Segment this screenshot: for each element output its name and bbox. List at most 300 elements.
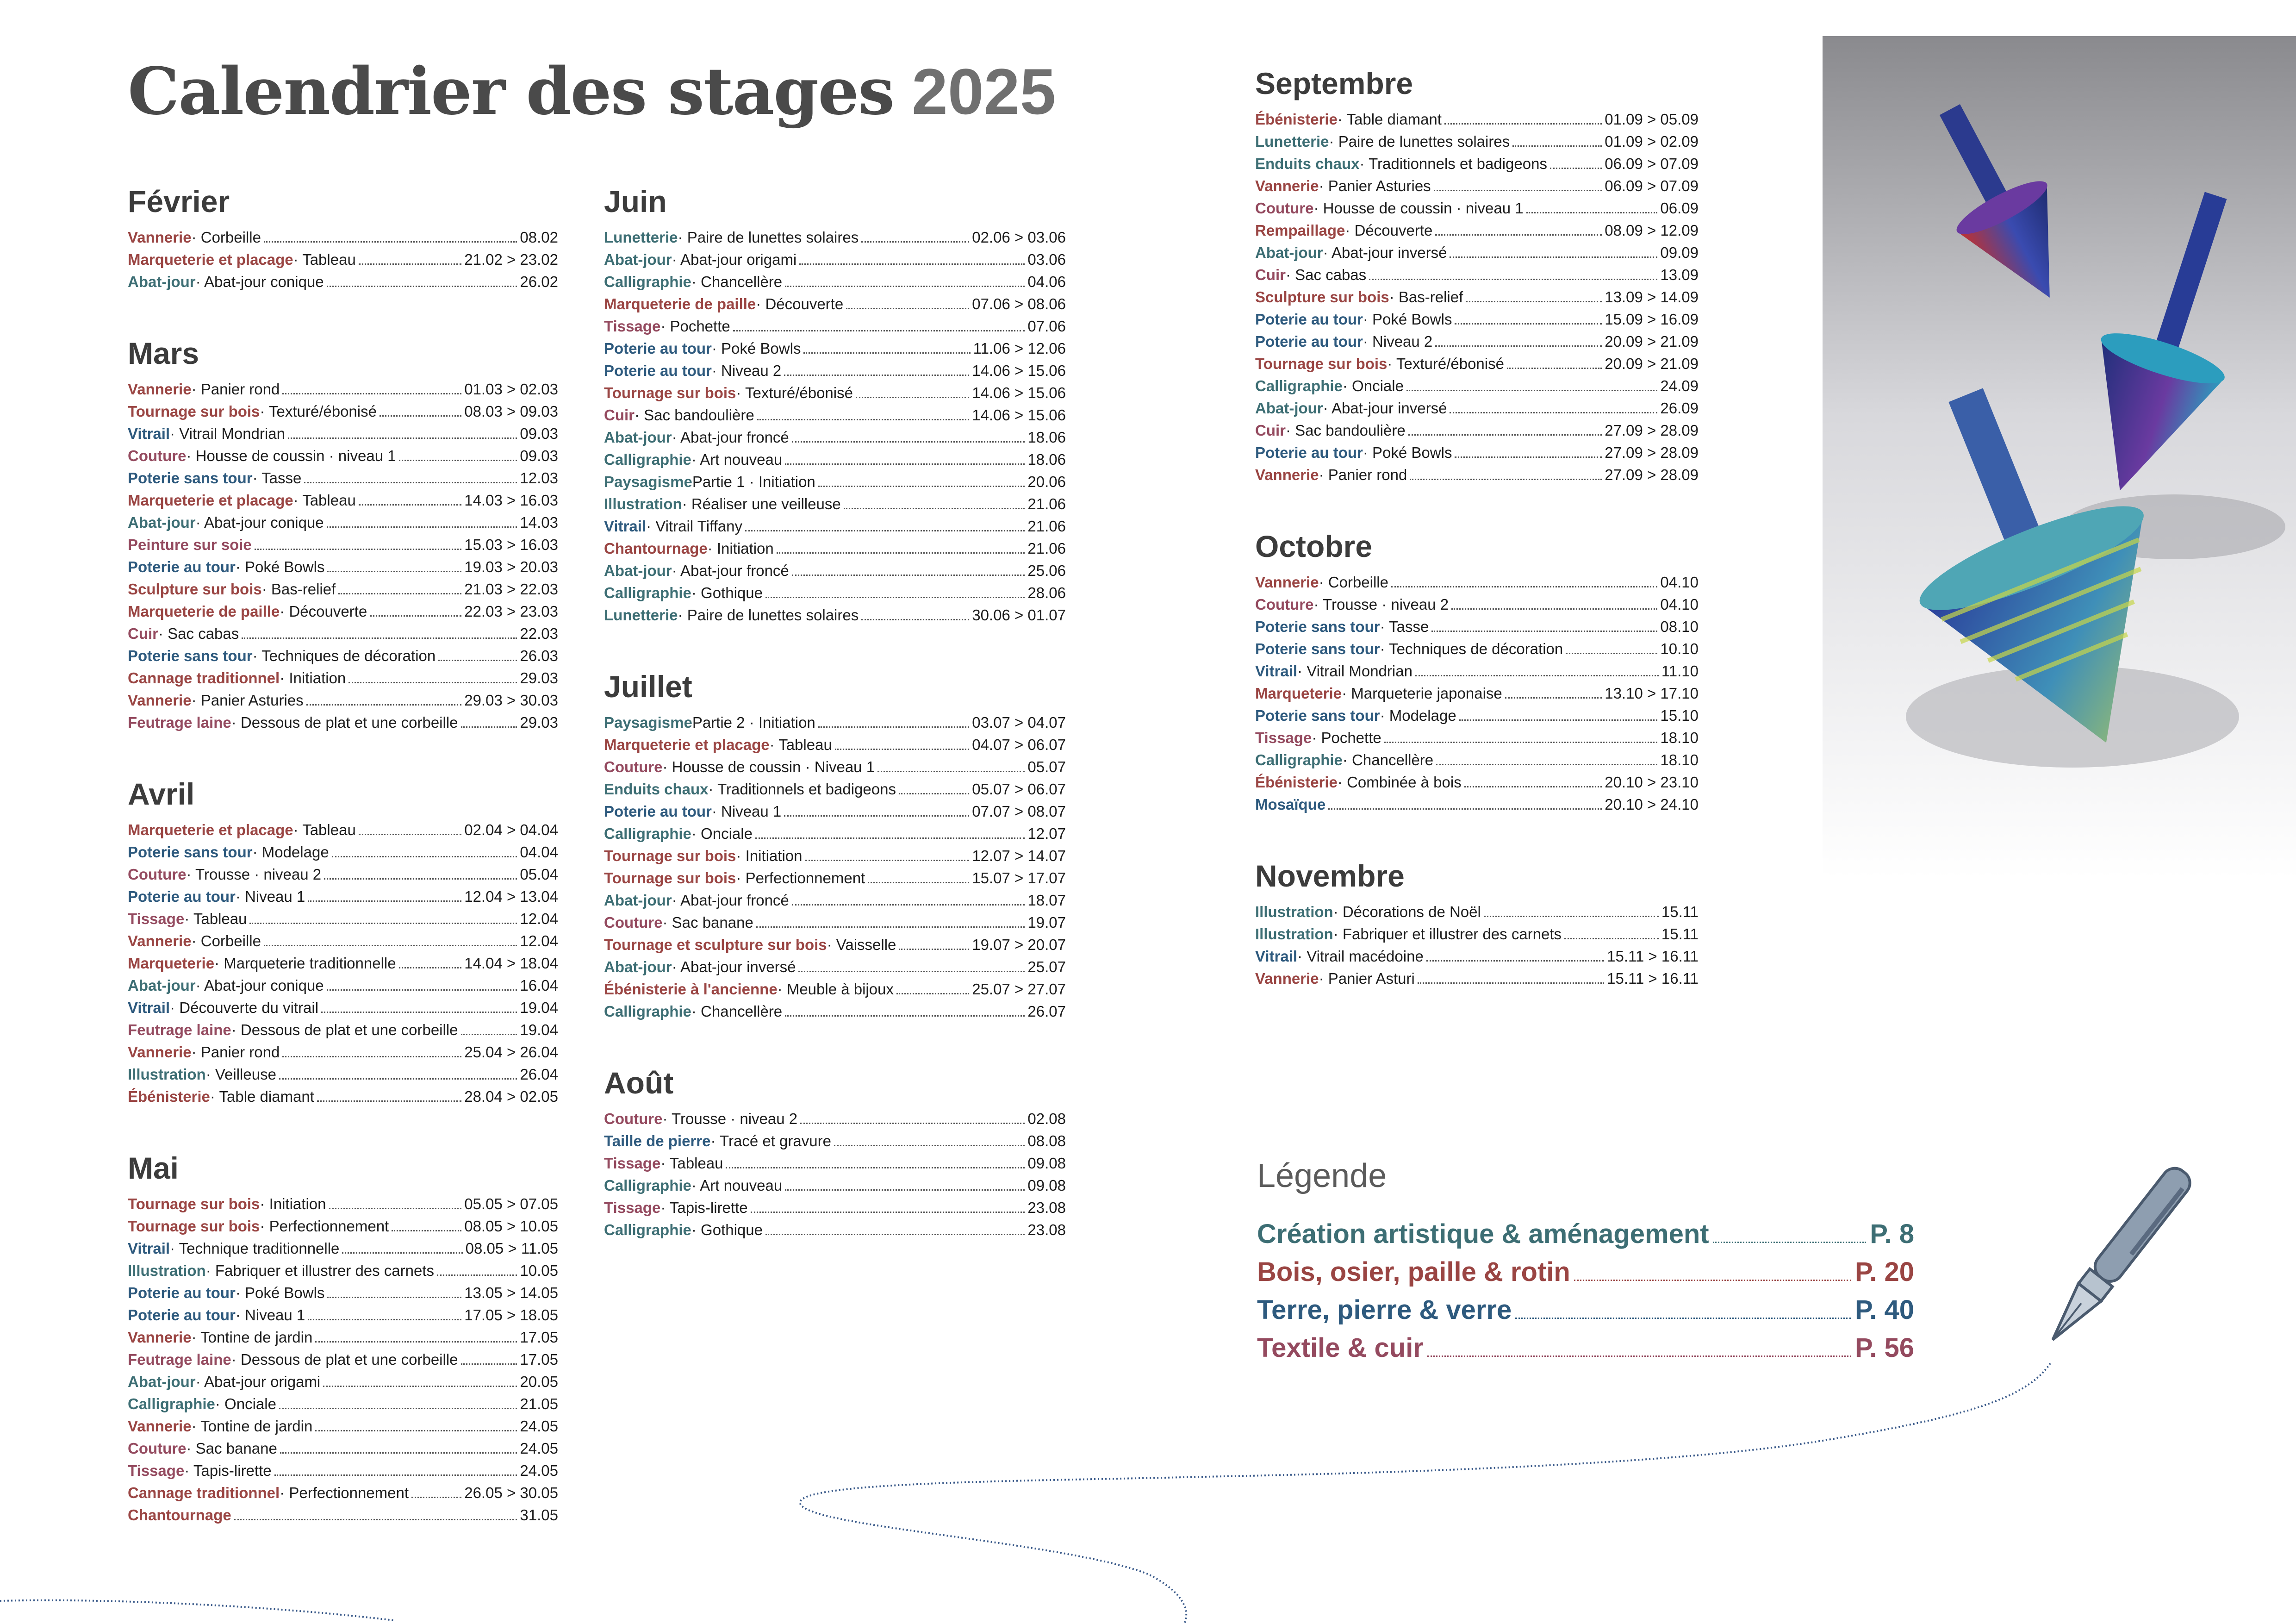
- workshop-category: Vannerie: [1255, 466, 1319, 483]
- workshop-row[interactable]: [604, 800, 1066, 823]
- legend-item[interactable]: [1257, 1329, 1914, 1367]
- dot-leader: [1574, 1280, 1851, 1281]
- workshop-row[interactable]: [128, 1260, 558, 1282]
- workshop-date: 25.07: [1027, 958, 1066, 975]
- workshop-category: Poterie sans tour: [1255, 707, 1380, 724]
- workshop-date: 15.11 > 16.11: [1607, 970, 1699, 987]
- dot-leader: [329, 1208, 462, 1209]
- workshop-row[interactable]: [1255, 308, 1699, 331]
- workshop-category: Poterie au tour: [128, 1306, 236, 1324]
- workshop-row[interactable]: [128, 1237, 558, 1260]
- workshop-date: 26.02: [520, 273, 558, 290]
- workshop-category: Couture: [128, 447, 187, 464]
- workshop-date: 23.08: [1027, 1221, 1066, 1238]
- workshop-description: · Dessous de plat et une corbeille: [231, 1351, 458, 1368]
- workshop-row[interactable]: [128, 556, 558, 578]
- workshop-row[interactable]: [128, 1437, 558, 1460]
- workshop-row[interactable]: [128, 667, 558, 689]
- workshop-date: 19.03 > 20.03: [464, 558, 558, 575]
- dot-leader: [264, 945, 517, 946]
- workshop-row[interactable]: [1255, 705, 1699, 727]
- workshop-row[interactable]: [604, 823, 1066, 845]
- workshop-row[interactable]: [1255, 901, 1699, 923]
- workshop-description: · Onciale: [1342, 377, 1404, 394]
- workshop-row[interactable]: [604, 315, 1066, 337]
- dot-leader: [1408, 434, 1602, 436]
- workshop-category: Lunetterie: [1255, 133, 1329, 150]
- dot-leader: [1391, 586, 1657, 587]
- workshop-category: Abat-jour: [604, 251, 672, 268]
- workshop-description: · Corbeille: [191, 932, 261, 949]
- workshop-row[interactable]: [604, 404, 1066, 426]
- workshop-row[interactable]: [128, 578, 558, 600]
- workshop-category: Cuir: [604, 406, 635, 424]
- workshop-description: · Tableau: [293, 251, 356, 268]
- workshop-date: 04.04: [520, 843, 558, 861]
- workshop-date: 15.11: [1661, 925, 1699, 943]
- workshop-description: · Abat-jour froncé: [672, 429, 789, 446]
- workshop-description: · Technique traditionnelle: [170, 1240, 340, 1257]
- workshop-row[interactable]: [128, 974, 558, 997]
- workshop-date: 08.03 > 09.03: [464, 403, 558, 420]
- workshop-row[interactable]: [604, 934, 1066, 956]
- workshop-date: 24.05: [520, 1462, 558, 1479]
- workshop-row[interactable]: [128, 1482, 558, 1504]
- workshop-row[interactable]: [604, 1219, 1066, 1241]
- workshop-row[interactable]: [1255, 219, 1699, 242]
- workshop-category: Lunetterie: [604, 606, 678, 624]
- legend-item[interactable]: [1257, 1215, 1914, 1253]
- workshop-category: Vannerie: [128, 381, 192, 398]
- workshop-row[interactable]: [604, 360, 1066, 382]
- workshop-row[interactable]: [1255, 968, 1699, 990]
- workshop-date: 25.04 > 26.04: [464, 1043, 558, 1061]
- workshop-row[interactable]: [1255, 771, 1699, 793]
- workshop-description: · Bas-relief: [1389, 288, 1463, 306]
- workshop-row[interactable]: [128, 863, 558, 886]
- workshop-category: Tournage sur bois: [128, 1218, 260, 1235]
- workshop-date: 15.09 > 16.09: [1605, 311, 1699, 328]
- workshop-description: · Panier rond: [191, 1043, 280, 1061]
- workshop-category: Marqueterie de paille: [128, 603, 280, 620]
- dot-leader: [861, 241, 969, 243]
- workshop-category: Poterie au tour: [128, 888, 236, 905]
- workshop-description: · Vitrail macédoine: [1297, 948, 1424, 965]
- workshop-category: Peinture sur soie: [128, 536, 252, 553]
- dot-leader: [856, 397, 969, 398]
- workshop-row[interactable]: [604, 560, 1066, 582]
- calendar-column-3: [1255, 65, 1699, 1031]
- workshop-description: · Sac banane: [186, 1440, 277, 1457]
- workshop-row[interactable]: [604, 889, 1066, 912]
- workshop-date: 26.03: [520, 647, 558, 664]
- workshop-category: Calligraphie: [1255, 377, 1343, 394]
- workshop-description: · Tapis-lirette: [660, 1199, 748, 1216]
- dot-leader: [733, 330, 1025, 331]
- workshop-description: · Panier rond: [1319, 466, 1407, 483]
- workshop-row[interactable]: [604, 845, 1066, 867]
- workshop-row[interactable]: [128, 841, 558, 863]
- workshop-description: · Sac banane: [662, 914, 753, 931]
- workshop-description: · Découverte: [280, 603, 367, 620]
- dot-leader: [1464, 786, 1602, 787]
- workshop-row[interactable]: [604, 515, 1066, 537]
- workshop-row[interactable]: [604, 604, 1066, 626]
- dot-leader: [282, 393, 461, 394]
- workshop-row[interactable]: [1255, 464, 1699, 486]
- dot-leader: [1512, 145, 1602, 147]
- workshop-row[interactable]: [1255, 660, 1699, 682]
- workshop-description: · Tableau: [293, 821, 356, 838]
- dot-leader: [279, 1408, 517, 1409]
- workshop-row[interactable]: [128, 249, 558, 271]
- workshop-row[interactable]: [604, 1197, 1066, 1219]
- workshop-date: 04.10: [1660, 574, 1699, 591]
- spinning-tops-photo: [1823, 36, 2296, 879]
- dot-leader: [792, 904, 1025, 906]
- workshop-row[interactable]: [128, 400, 558, 423]
- workshop-category: Vannerie: [1255, 574, 1319, 591]
- dot-leader: [1515, 1318, 1851, 1319]
- workshop-row[interactable]: [1255, 197, 1699, 219]
- workshop-category: Poterie sans tour: [128, 469, 253, 487]
- dot-leader: [1406, 390, 1657, 391]
- legend-label: Terre, pierre & verre: [1257, 1295, 1512, 1325]
- workshop-row[interactable]: [604, 778, 1066, 800]
- workshop-row[interactable]: [604, 756, 1066, 778]
- workshop-category: Calligraphie: [604, 1003, 691, 1020]
- workshop-row[interactable]: [1255, 616, 1699, 638]
- workshop-category: Tournage sur bois: [604, 847, 736, 864]
- workshop-row[interactable]: [604, 382, 1066, 404]
- workshop-row[interactable]: [604, 426, 1066, 449]
- workshop-row[interactable]: [128, 952, 558, 974]
- workshop-date: 19.07 > 20.07: [972, 936, 1066, 953]
- workshop-row[interactable]: [128, 1460, 558, 1482]
- workshop-row[interactable]: [128, 908, 558, 930]
- workshop-date: 11.06 > 12.06: [973, 340, 1066, 357]
- workshop-row[interactable]: [604, 293, 1066, 315]
- workshop-row[interactable]: [604, 537, 1066, 560]
- workshop-row[interactable]: [604, 956, 1066, 978]
- dot-leader: [342, 1252, 462, 1254]
- dot-leader: [846, 308, 969, 309]
- workshop-description: · Poké Bowls: [711, 340, 801, 357]
- dot-leader: [803, 352, 970, 354]
- dot-leader: [745, 530, 1025, 531]
- workshop-row[interactable]: [1255, 108, 1699, 131]
- workshop-row[interactable]: [128, 1371, 558, 1393]
- workshop-description: · Abat-jour conique: [195, 273, 324, 290]
- workshop-category: Tissage: [128, 910, 185, 927]
- dot-leader: [1566, 653, 1657, 654]
- dot-leader: [308, 1319, 461, 1320]
- workshop-row[interactable]: [128, 1326, 558, 1349]
- workshop-row[interactable]: [604, 978, 1066, 1000]
- workshop-category: Paysagisme: [604, 473, 692, 490]
- workshop-date: 12.03: [520, 469, 558, 487]
- workshop-row[interactable]: [1255, 175, 1699, 197]
- workshop-date: 16.04: [520, 977, 558, 994]
- workshop-date: 29.03: [520, 669, 558, 687]
- workshop-row[interactable]: [128, 1063, 558, 1086]
- workshop-row[interactable]: [128, 378, 558, 400]
- workshop-description: · Trousse · niveau 2: [1313, 596, 1449, 613]
- dot-leader: [861, 619, 969, 620]
- dot-leader: [1434, 190, 1602, 191]
- workshop-description: · Abat-jour conique: [195, 977, 324, 994]
- workshop-row[interactable]: [1255, 727, 1699, 749]
- workshop-description: · Table diamant: [1337, 111, 1442, 128]
- workshop-row[interactable]: [1255, 153, 1699, 175]
- workshop-category: Marqueterie et placage: [128, 492, 293, 509]
- workshop-row[interactable]: [604, 712, 1066, 734]
- dot-leader: [765, 597, 1025, 598]
- workshop-row[interactable]: [128, 1393, 558, 1415]
- workshop-row[interactable]: [1255, 682, 1699, 705]
- workshop-category: Couture: [128, 866, 187, 883]
- workshop-category: Abat-jour: [128, 514, 196, 531]
- workshop-description: · Sac cabas: [158, 625, 239, 642]
- dot-leader: [274, 1474, 517, 1476]
- workshop-row[interactable]: [1255, 571, 1699, 593]
- workshop-row[interactable]: [604, 1130, 1066, 1152]
- workshop-description: · Découverte: [1345, 222, 1433, 239]
- dot-leader: [785, 1015, 1025, 1017]
- workshop-row[interactable]: [1255, 923, 1699, 945]
- month-title: Mai: [128, 1151, 179, 1185]
- workshop-description: · Tracé et gravure: [710, 1132, 831, 1149]
- workshop-category: Mosaïque: [1255, 796, 1326, 813]
- workshop-row[interactable]: [128, 819, 558, 841]
- dot-leader: [308, 900, 461, 902]
- workshop-row[interactable]: [1255, 419, 1699, 442]
- workshop-date: 30.06 > 01.07: [972, 606, 1066, 624]
- workshop-row[interactable]: [1255, 264, 1699, 286]
- workshop-row[interactable]: [128, 886, 558, 908]
- workshop-description: · Dessous de plat et une corbeille: [231, 1021, 458, 1038]
- workshop-date: 26.07: [1027, 1003, 1066, 1020]
- workshop-category: Chantournage: [604, 540, 708, 557]
- workshop-row[interactable]: [604, 734, 1066, 756]
- dot-leader: [327, 286, 517, 287]
- workshop-row[interactable]: [604, 1108, 1066, 1130]
- dot-leader: [756, 926, 1025, 928]
- workshop-row[interactable]: [128, 1415, 558, 1437]
- workshop-row[interactable]: [128, 445, 558, 467]
- workshop-date: 03.07 > 04.07: [972, 714, 1066, 731]
- workshop-category: Poterie au tour: [604, 340, 712, 357]
- workshop-row[interactable]: [604, 471, 1066, 493]
- workshop-date: 07.06: [1027, 318, 1066, 335]
- workshop-row[interactable]: [604, 867, 1066, 889]
- workshop-date: 08.09 > 12.09: [1605, 222, 1699, 239]
- workshop-row[interactable]: [1255, 286, 1699, 308]
- workshop-row[interactable]: [604, 1174, 1066, 1197]
- workshop-row[interactable]: [1255, 375, 1699, 397]
- workshop-row[interactable]: [128, 1282, 558, 1304]
- workshop-row[interactable]: [1255, 131, 1699, 153]
- workshop-date: 20.09 > 21.09: [1605, 333, 1699, 350]
- workshop-category: Cannage traditionnel: [128, 669, 280, 687]
- workshop-description: · Découverte: [756, 295, 844, 312]
- workshop-category: Vannerie: [1255, 970, 1319, 987]
- workshop-description: · Niveau 2: [1363, 333, 1433, 350]
- workshop-row[interactable]: [604, 912, 1066, 934]
- workshop-row[interactable]: [1255, 593, 1699, 616]
- workshop-row[interactable]: [128, 712, 558, 734]
- workshop-row[interactable]: [128, 534, 558, 556]
- workshop-row[interactable]: [1255, 331, 1699, 353]
- workshop-row[interactable]: [128, 1086, 558, 1108]
- workshop-description: · Poké Bowls: [235, 1284, 325, 1301]
- workshop-description: · Dessous de plat et une corbeille: [231, 714, 458, 731]
- workshop-date: 20.06: [1027, 473, 1066, 490]
- workshop-row[interactable]: [128, 271, 558, 293]
- workshop-date: 12.04 > 13.04: [464, 888, 558, 905]
- workshop-row[interactable]: [128, 1349, 558, 1371]
- workshop-row[interactable]: [128, 645, 558, 667]
- workshop-row[interactable]: [128, 1193, 558, 1215]
- workshop-date: 04.06: [1027, 273, 1066, 290]
- workshop-date: 02.06 > 03.06: [972, 229, 1066, 246]
- workshop-date: 26.05 > 30.05: [464, 1484, 558, 1501]
- workshop-category: Enduits chaux: [1255, 155, 1360, 172]
- workshop-row[interactable]: [128, 930, 558, 952]
- dot-leader: [1455, 456, 1602, 458]
- legend-item[interactable]: [1257, 1291, 1914, 1329]
- workshop-description: · Perfectionnement: [736, 869, 865, 887]
- workshop-row[interactable]: [128, 489, 558, 512]
- workshop-description: · Texturé/ébonisé: [1387, 355, 1504, 372]
- workshop-row[interactable]: [128, 1019, 558, 1041]
- workshop-date: 10.10: [1660, 640, 1699, 657]
- workshop-description: · Vaisselle: [827, 936, 896, 953]
- workshop-date: 01.09 > 05.09: [1605, 111, 1699, 128]
- workshop-description: · Chancellère: [691, 273, 783, 290]
- workshop-row[interactable]: [128, 226, 558, 249]
- workshop-row[interactable]: [604, 249, 1066, 271]
- title-main: Calendrier des stages: [128, 54, 894, 130]
- legend-item[interactable]: [1257, 1253, 1914, 1291]
- workshop-row[interactable]: [128, 512, 558, 534]
- dot-leader: [899, 793, 969, 794]
- workshop-row[interactable]: [1255, 749, 1699, 771]
- workshop-date: 15.10: [1660, 707, 1699, 724]
- workshop-row[interactable]: [128, 1504, 558, 1526]
- dot-leader: [1410, 479, 1602, 480]
- dot-leader: [338, 593, 461, 594]
- workshop-category: Abat-jour: [128, 1373, 196, 1390]
- workshop-row[interactable]: [128, 1215, 558, 1237]
- dot-leader: [1455, 323, 1602, 325]
- workshop-description: · Panier Asturies: [191, 692, 304, 709]
- workshop-row[interactable]: [604, 271, 1066, 293]
- workshop-row[interactable]: [128, 689, 558, 712]
- workshop-description: · Poké Bowls: [1363, 311, 1452, 328]
- dot-leader: [461, 1034, 517, 1035]
- workshop-row[interactable]: [1255, 638, 1699, 660]
- workshop-date: 12.07 > 14.07: [972, 847, 1066, 864]
- workshop-category: Vitrail: [128, 999, 170, 1016]
- workshop-description: · Sac cabas: [1286, 266, 1367, 283]
- workshop-category: Vitrail: [128, 425, 170, 442]
- workshop-row[interactable]: [604, 1152, 1066, 1174]
- workshop-row[interactable]: [128, 600, 558, 623]
- workshop-date: 08.05 > 10.05: [464, 1218, 558, 1235]
- workshop-row[interactable]: [128, 623, 558, 645]
- calendar-column-2: [604, 183, 1066, 1283]
- legend-label: Textile & cuir: [1257, 1333, 1424, 1363]
- workshop-category: Marqueterie et placage: [128, 821, 293, 838]
- workshop-category: Rempaillage: [1255, 222, 1345, 239]
- workshop-row[interactable]: [604, 493, 1066, 515]
- workshop-row[interactable]: [1255, 242, 1699, 264]
- workshop-description: · Paire de lunettes solaires: [678, 606, 859, 624]
- workshop-row[interactable]: [1255, 793, 1699, 816]
- workshop-category: Vannerie: [128, 1043, 192, 1061]
- workshop-date: 03.06: [1027, 251, 1066, 268]
- dot-leader: [327, 526, 517, 528]
- dot-leader: [359, 504, 461, 506]
- workshop-row[interactable]: [1255, 353, 1699, 375]
- dot-leader: [392, 1230, 461, 1231]
- month-title: Juillet: [604, 669, 692, 704]
- workshop-row[interactable]: [128, 1041, 558, 1063]
- dot-leader: [461, 1363, 517, 1365]
- workshop-description: · Pochette: [660, 318, 730, 335]
- workshop-category: Calligraphie: [604, 273, 691, 290]
- workshop-date: 13.09: [1660, 266, 1699, 283]
- dot-leader: [835, 749, 969, 750]
- workshop-row[interactable]: [604, 449, 1066, 471]
- workshop-row[interactable]: [604, 337, 1066, 360]
- dot-leader: [757, 419, 970, 420]
- workshop-row[interactable]: [1255, 397, 1699, 419]
- workshop-row[interactable]: [128, 1304, 558, 1326]
- month-section: [604, 183, 1066, 626]
- dot-leader: [324, 878, 517, 880]
- workshop-category: Vannerie: [1255, 177, 1319, 194]
- workshop-row[interactable]: [604, 226, 1066, 249]
- workshop-date: 24.05: [520, 1418, 558, 1435]
- workshop-category: Marqueterie de paille: [604, 295, 756, 312]
- dot-leader: [1427, 1355, 1851, 1357]
- workshop-date: 07.06 > 08.06: [972, 295, 1066, 312]
- workshop-description: · Corbeille: [191, 229, 261, 246]
- dot-leader: [1466, 301, 1602, 302]
- workshop-row[interactable]: [1255, 442, 1699, 464]
- workshop-description: · Niveau 1: [711, 803, 782, 820]
- workshop-description: · Abat-jour origami: [672, 251, 797, 268]
- workshop-row[interactable]: [128, 423, 558, 445]
- workshop-row[interactable]: [1255, 945, 1699, 968]
- workshop-category: Enduits chaux: [604, 781, 709, 798]
- workshop-row[interactable]: [128, 467, 558, 489]
- workshop-category: Calligraphie: [604, 825, 691, 842]
- workshop-row[interactable]: [604, 582, 1066, 604]
- workshop-date: 02.08: [1027, 1110, 1066, 1127]
- workshop-row[interactable]: [604, 1000, 1066, 1023]
- workshop-description: · Vitrail Tiffany: [646, 518, 742, 535]
- dot-leader: [818, 726, 969, 728]
- workshop-description: · Sac bandoulière: [635, 406, 754, 424]
- dot-leader: [1328, 808, 1602, 810]
- workshop-category: Feutrage laine: [128, 714, 231, 731]
- workshop-date: 09.03: [520, 425, 558, 442]
- workshop-date: 19.04: [520, 1021, 558, 1038]
- workshop-row[interactable]: [128, 997, 558, 1019]
